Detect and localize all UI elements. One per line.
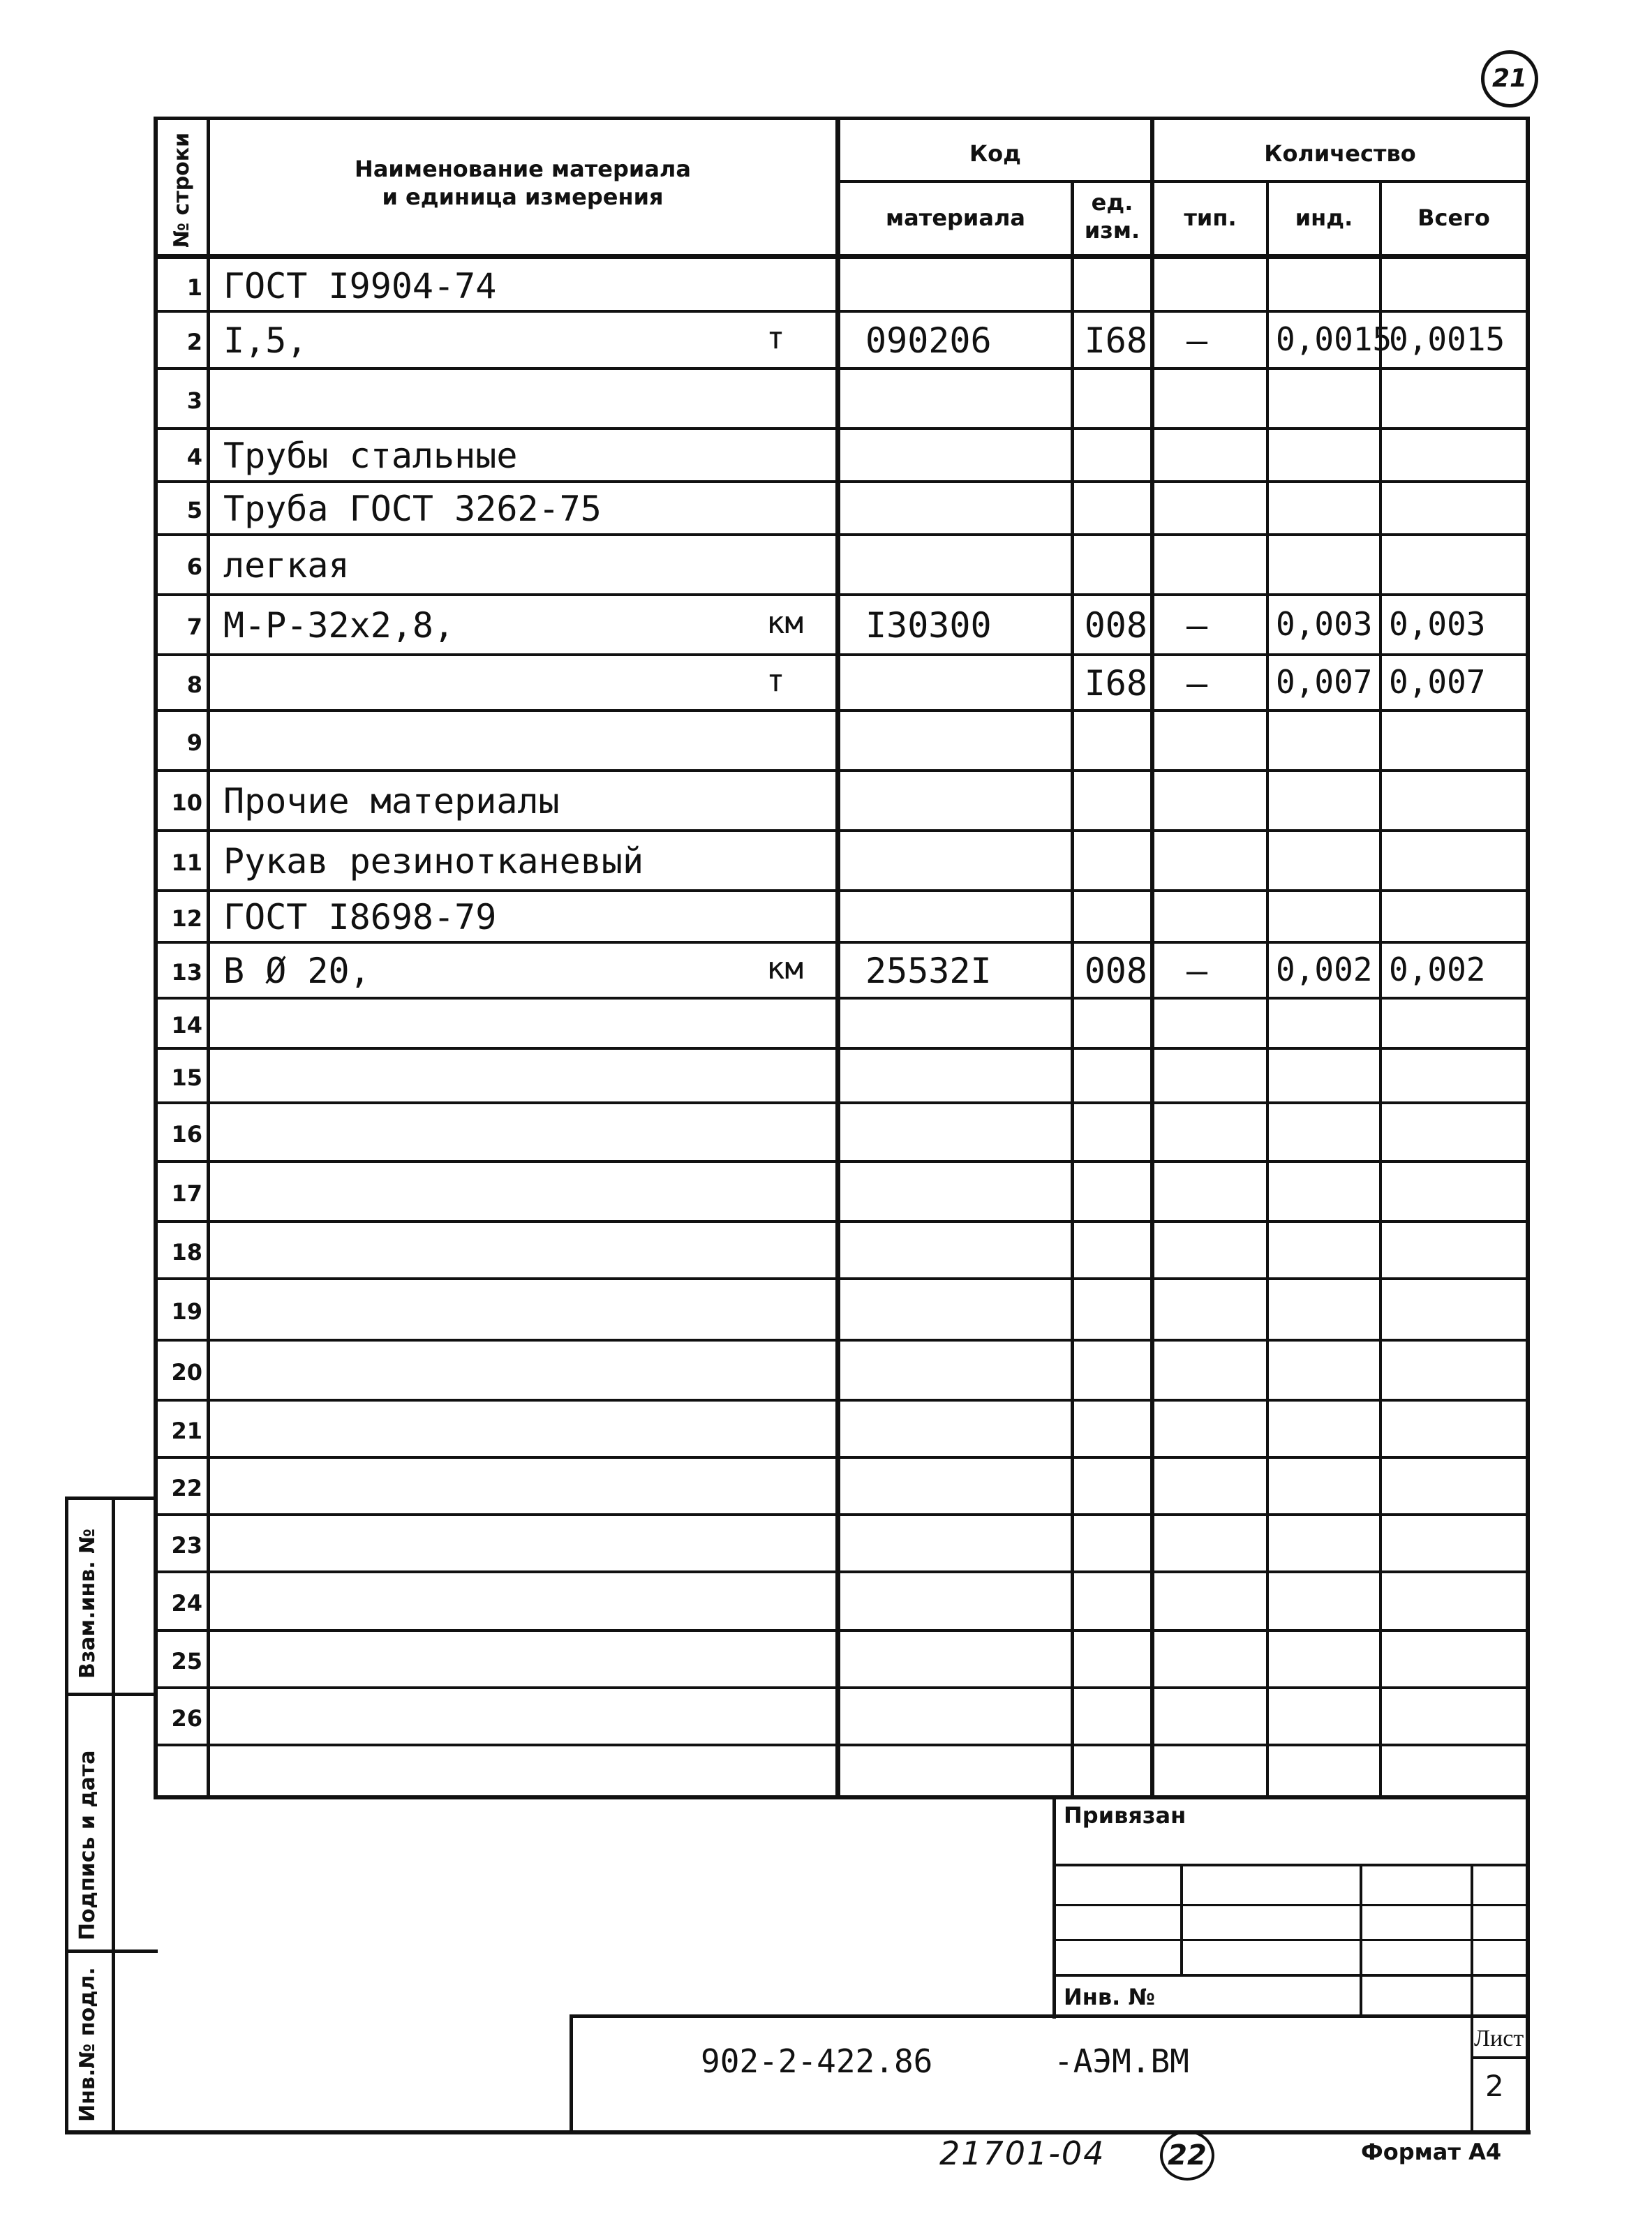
row-line <box>158 1513 1527 1516</box>
cell-total: 0,003 <box>1389 605 1486 643</box>
doc-suffix: -АЭМ.ВМ <box>1054 2042 1189 2080</box>
col-divider-code <box>1071 180 1074 1795</box>
cell-name: ГОСТ I8698-79 <box>223 897 497 937</box>
cell-name: I,5, <box>223 320 308 361</box>
row-line <box>158 1101 1527 1104</box>
row-number: 3 <box>186 387 202 414</box>
tb-v-c <box>1471 1864 1473 2134</box>
privyazan-label: Привязан <box>1064 1802 1186 1829</box>
row-line <box>158 653 1527 656</box>
row-line <box>158 1686 1527 1689</box>
side-vzam-text: Взам.инв. № <box>75 1528 100 1679</box>
row-line <box>158 1744 1527 1746</box>
cell-code: 25532I <box>865 951 992 991</box>
row-line <box>158 310 1527 313</box>
row-number: 8 <box>186 671 202 698</box>
cell-unit: км <box>766 605 803 641</box>
handwritten-number: 21701-04 <box>939 2134 1106 2172</box>
header-typ: тип. <box>1184 205 1237 231</box>
cell-typ: – <box>1186 320 1208 361</box>
row-number: 26 <box>171 1705 202 1732</box>
side-podpis <box>75 1751 100 1940</box>
header-row-no-text: № строки <box>170 132 194 248</box>
sheet-label: Лист <box>1474 2026 1524 2051</box>
row-number: 19 <box>171 1298 202 1325</box>
row-number: 22 <box>171 1475 202 1501</box>
row-number: 5 <box>186 497 202 523</box>
header-subline <box>835 180 1530 183</box>
row-line <box>158 709 1527 712</box>
col-divider-typ <box>1266 180 1269 1795</box>
cell-unit: т <box>766 663 785 699</box>
side-mid <box>112 1497 115 2134</box>
row-line <box>158 367 1527 370</box>
tb-doc-left <box>570 2014 573 2134</box>
tb-top-line <box>154 1795 1530 1799</box>
row-line <box>158 1160 1527 1163</box>
header-unit-line1: ед. <box>1091 189 1133 216</box>
row-line <box>158 889 1527 892</box>
cell-ind: 0,007 <box>1276 663 1373 701</box>
cell-typ: – <box>1186 951 1208 991</box>
cell-name: Прочие материалы <box>223 781 560 822</box>
side-left <box>65 1497 68 2134</box>
row-line <box>158 1220 1527 1223</box>
cell-total: 0,007 <box>1389 663 1486 701</box>
header-name-line2: и единица измерения <box>382 184 664 210</box>
cell-name: легкая <box>223 545 350 586</box>
row-number: 1 <box>186 274 202 301</box>
row-line <box>158 1399 1527 1402</box>
row-number: 18 <box>171 1239 202 1265</box>
row-number: 20 <box>171 1359 202 1386</box>
cell-name: ГОСТ I9904-74 <box>223 265 497 306</box>
header-quantity: Количество <box>1264 140 1416 167</box>
row-line <box>158 829 1527 832</box>
format-label: Формат А4 <box>1361 2139 1502 2165</box>
row-number: 16 <box>171 1121 202 1148</box>
row-number: 15 <box>171 1064 202 1091</box>
row-line <box>158 533 1527 536</box>
header-name-line1: Наименование материала <box>355 156 691 182</box>
doc-number: 902-2-422.86 <box>701 2042 933 2080</box>
header-unit-line2: изм. <box>1084 217 1140 244</box>
row-line <box>158 997 1527 1000</box>
row-number: 9 <box>186 729 202 756</box>
tb-line-b <box>1052 1939 1530 1941</box>
tb-v-a <box>1180 1864 1183 1975</box>
row-line <box>158 1629 1527 1632</box>
tb-line-privyazan <box>1052 1864 1530 1866</box>
cell-name: Труба ГОСТ 3262-75 <box>223 489 602 529</box>
row-number: 12 <box>171 905 202 932</box>
header-material: материала <box>886 205 1025 231</box>
row-line <box>158 941 1527 944</box>
cell-ucode: I68 <box>1084 320 1147 361</box>
cell-code: I30300 <box>865 605 992 646</box>
row-number: 7 <box>186 614 202 640</box>
cell-ucode: 008 <box>1084 951 1147 991</box>
cell-ind: 0,002 <box>1276 951 1373 988</box>
side-inv-podl-text: Инв.№ подл. <box>75 1967 100 2122</box>
tb-vertical-1 <box>1052 1795 1056 2019</box>
row-number: 14 <box>171 1012 202 1039</box>
row-number: 25 <box>171 1648 202 1674</box>
tb-doc-top <box>570 2014 1530 2018</box>
row-number: 21 <box>171 1418 202 1444</box>
header-row-no <box>170 133 194 248</box>
side-vzam <box>75 1529 100 1679</box>
row-number: 10 <box>171 789 202 816</box>
cell-total: 0,0015 <box>1389 320 1505 358</box>
row-line <box>158 427 1527 430</box>
cell-ind: 0,0015 <box>1276 320 1392 358</box>
side-bottom <box>65 2130 1531 2134</box>
row-number: 6 <box>186 554 202 580</box>
cell-unit: км <box>766 951 803 986</box>
circled-number <box>1160 2130 1214 2181</box>
row-line <box>158 1570 1527 1573</box>
cell-unit: т <box>766 320 785 356</box>
header-code: Код <box>969 140 1021 167</box>
tb-line-c <box>1052 1974 1530 1977</box>
cell-ucode: I68 <box>1084 663 1147 704</box>
header-name <box>210 155 835 211</box>
row-line <box>158 1277 1527 1280</box>
row-line <box>158 1456 1527 1459</box>
row-number: 11 <box>171 849 202 876</box>
cell-name: В Ø 20, <box>223 951 371 991</box>
row-number: 13 <box>171 959 202 986</box>
row-line <box>158 593 1527 596</box>
page-number-circle <box>1481 50 1538 107</box>
inv-no-label: Инв. № <box>1064 1984 1155 2010</box>
cell-ucode: 008 <box>1084 605 1147 646</box>
header-total: Всего <box>1417 205 1490 231</box>
cell-name: Трубы стальные <box>223 436 518 476</box>
cell-name: Рукав резинотканевый <box>223 841 644 882</box>
cell-code: 090206 <box>865 320 992 361</box>
tb-line-a <box>1052 1904 1530 1906</box>
cell-ind: 0,003 <box>1276 605 1373 643</box>
side-podpis-text: Подпись и дата <box>75 1750 100 1940</box>
cell-name: М-Р-32х2,8, <box>223 605 455 646</box>
cell-typ: – <box>1186 605 1208 646</box>
table-border-top <box>154 117 1530 120</box>
row-line <box>158 1339 1527 1342</box>
cell-typ: – <box>1186 663 1208 704</box>
row-number: 23 <box>171 1532 202 1559</box>
row-number: 17 <box>171 1180 202 1207</box>
cell-total: 0,002 <box>1389 951 1486 988</box>
header-unit <box>1074 188 1150 244</box>
row-number: 24 <box>171 1590 202 1617</box>
side-inv-podl <box>75 1967 100 2122</box>
row-line <box>158 769 1527 772</box>
row-line <box>158 1047 1527 1050</box>
row-number: 4 <box>186 444 202 470</box>
sheet-value: 2 <box>1485 2069 1504 2103</box>
circled-number-text: 22 <box>1168 2139 1207 2171</box>
row-number: 2 <box>186 329 202 355</box>
tb-sheet-line <box>1471 2056 1530 2059</box>
header-bottom <box>154 254 1530 259</box>
header-ind: инд. <box>1295 205 1353 231</box>
row-line <box>158 480 1527 483</box>
col-divider-ind <box>1379 180 1382 1795</box>
tb-v-b <box>1360 1864 1362 2017</box>
page-number: 21 <box>1491 64 1528 93</box>
tb-right <box>1526 1795 1530 2134</box>
